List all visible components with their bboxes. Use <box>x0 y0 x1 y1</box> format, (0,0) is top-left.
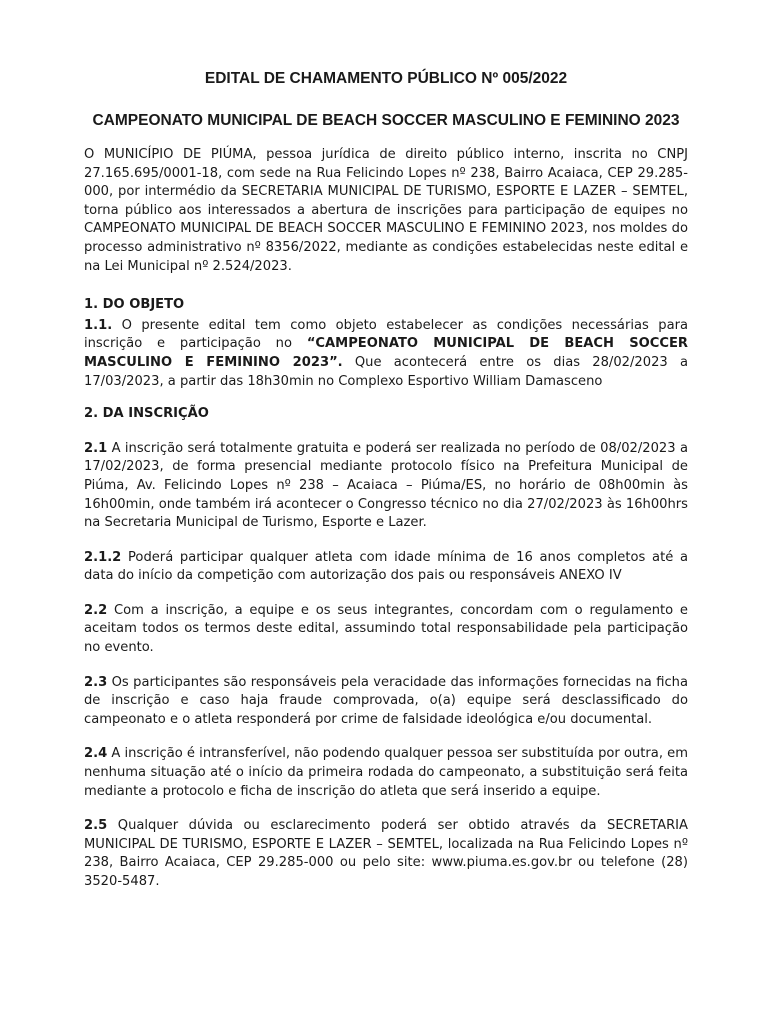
document-page <box>84 70 688 892</box>
section-heading-objeto: 1. DO OBJETO <box>84 297 185 313</box>
clause-text: Qualquer dúvida ou esclarecimento poderá ser obtido através da SECRETARIA MUNICIPAL DE TURISMO, ESPORTE E LAZER – SEMTEL, localizada na Rua Felicindo Lopes nº 238, Bairro Acaiaca, CEP 29.285-000 ou pelo site: www.piuma.es.gov.br ou telefone (28) 3520-5487. <box>84 818 688 889</box>
event-name-bold: “CAMPEONATO MUNICIPAL DE BEACH SOCCER MASCULINO E FEMININO 2023”. <box>84 336 689 370</box>
clause-2-5 <box>84 817 688 891</box>
clause-text: A inscrição é intransferível, não podendo qualquer pessoa ser substituída por outra, em nenhuma situação até o início da primeira rodada do campeonato, a substituição será feita mediante a protocolo e ficha de inscrição do atleta que será inserido a equipe. <box>84 746 688 799</box>
clause-2-1 <box>84 440 688 533</box>
clause-number: 2.3 <box>84 674 108 690</box>
clause-number: 2.4 <box>84 746 108 762</box>
clause-text: A inscrição será totalmente gratuita e poderá ser realizada no período de 08/02/2023 a 17/02/2023, de forma presencial mediante protocolo físico na Prefeitura Municipal de Piúma, Av. Felicindo Lopes nº 238 – Acaiaca – Piúma/ES, no horário de 08h00min às 16h00min, onde também irá acontecer o Congresso técnico no dia 27/02/2023 às 16h00hrs na Secretaria Municipal de Turismo, Esporte e Lazer. <box>84 440 688 531</box>
clause-text: Com a inscrição, a equipe e os seus integrantes, concordam com o regulamento e aceitam todos os termos deste edital, assumindo total responsabilidade pela participação no evento. <box>84 602 688 656</box>
clause-1-1 <box>84 317 688 391</box>
clause-number: 2.5 <box>84 818 108 834</box>
intro-paragraph: O MUNICÍPIO DE PIÚMA, pessoa jurídica de direito público interno, inscrita no CNPJ 27.165.695/0001-18, com sede na Rua Felicindo Lopes nº 238, Bairro Acaiaca, CEP 29.285-000, por intermédio da SECRETARIA MUNICIPAL DE TURISMO, ESPORTE E LAZER – SEMTEL, torna público aos interessados a abertura de inscrições para participação de equipes no CAMPEONATO MUNICIPAL DE BEACH SOCCER MASCULINO E FEMININO 2023, nos moldes do processo administrativo nº 8356/2022, mediante as condições estabelecidas neste edital e na Lei Municipal nº 2.524/2023. <box>84 147 688 274</box>
document-title: EDITAL DE CHAMAMENTO PÚBLICO Nº 005/2022 <box>204 70 568 87</box>
clause-2-1-2 <box>84 549 688 586</box>
clause-2-3 <box>84 674 688 730</box>
clause-text: Os participantes são responsáveis pela veracidade das informações fornecidas na ficha de inscrição e caso haja fraude comprovada, o(a) equipe será desclassificado do campeonato e o atleta responderá por crime de falsidade ideológica e/ou documental. <box>84 674 688 727</box>
clause-text: Poderá participar qualquer atleta com idade mínima de 16 anos completos até a data do início da competição com autorização dos pais ou responsáveis ANEXO IV <box>84 549 688 584</box>
clause-2-2 <box>84 602 688 658</box>
clause-number: 2.2 <box>84 602 108 618</box>
clause-text: O presente edital tem como objeto estabelecer as condições necessárias para inscrição e participação no <box>84 317 688 352</box>
clause-number: 2.1 <box>84 440 108 456</box>
clause-text: Que acontecerá entre os dias 28/02/2023 a 17/03/2023, a partir das 18h30min no Complexo Esportivo William Damasceno <box>84 354 688 389</box>
clause-number: 2.1.2 <box>84 549 122 565</box>
clause-number: 1.1. <box>84 317 113 333</box>
section-heading-inscricao: 2. DA INSCRIÇÃO <box>84 406 209 422</box>
clause-2-4 <box>84 745 688 801</box>
document-subtitle: CAMPEONATO MUNICIPAL DE BEACH SOCCER MASCULINO E FEMININO 2023 <box>92 112 680 129</box>
